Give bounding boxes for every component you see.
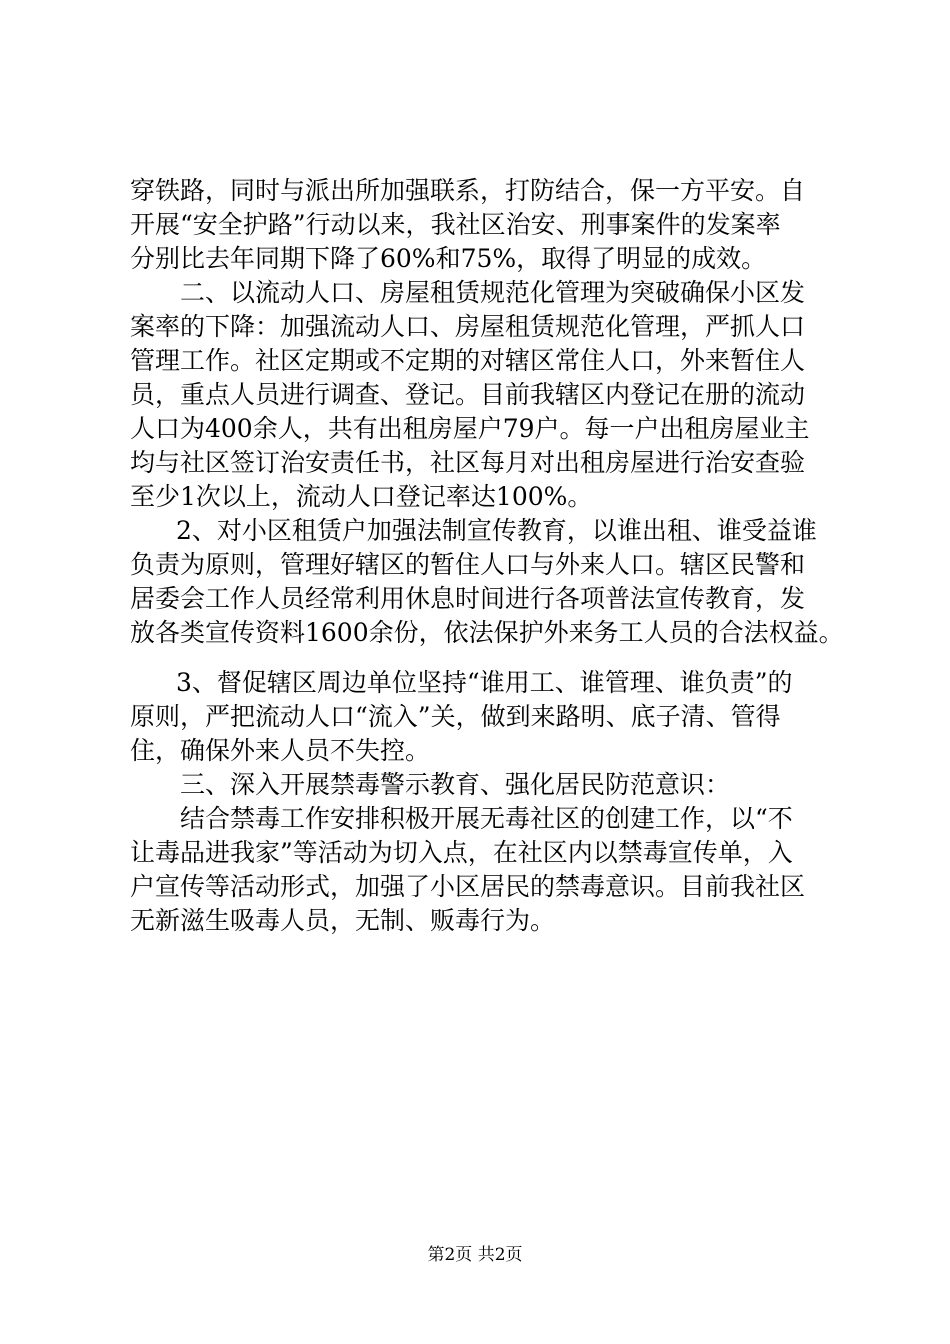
section-heading-3: 三、深入开展禁毒警示教育、强化居民防范意识： bbox=[180, 770, 731, 799]
text-line: 开展“安全护路”行动以来，我社区治安、刑事案件的发案率 bbox=[130, 210, 781, 239]
text-line: 人口为400余人，共有出租房屋户79户。每一户出租房屋业主 bbox=[130, 414, 810, 443]
text-line: 员，重点人员进行调查、登记。目前我辖区内登记在册的流动 bbox=[130, 380, 806, 409]
text-line: 无新滋生吸毒人员，无制、贩毒行为。 bbox=[130, 906, 556, 935]
text-line: 让毒品进我家”等活动为切入点，在社区内以禁毒宣传单，入 bbox=[130, 838, 793, 867]
paragraph-3: 3、督促辖区周边单位坚持“谁用工、谁管理、谁负责”的 bbox=[176, 668, 793, 697]
text-line: 居委会工作人员经常利用休息时间进行各项普法宣传教育，发 bbox=[130, 584, 806, 613]
text-line: 管理工作。社区定期或不定期的对辖区常住人口，外来暂住人 bbox=[130, 346, 806, 375]
text-line: 分别比去年同期下降了60%和75%，取得了明显的成效。 bbox=[130, 244, 767, 273]
text-line: 放各类宣传资料1600余份，依法保护外来务工人员的合法权益。 bbox=[130, 618, 844, 647]
text-line: 穿铁路，同时与派出所加强联系，打防结合，保一方平安。自 bbox=[130, 176, 806, 205]
text-line: 负责为原则，管理好辖区的暂住人口与外来人口。辖区民警和 bbox=[130, 550, 806, 579]
paragraph-2: 2、对小区租赁户加强法制宣传教育，以谁出租、谁受益谁 bbox=[176, 516, 817, 545]
text-line: 住，确保外来人员不失控。 bbox=[130, 736, 431, 765]
text-line: 案率的下降：加强流动人口、房屋租赁规范化管理，严抓人口 bbox=[130, 312, 806, 341]
text-line: 均与社区签订治安责任书，社区每月对出租房屋进行治安查验 bbox=[130, 448, 806, 477]
text-line: 原则，严把流动人口“流入”关，做到来路明、底子清、管得 bbox=[130, 702, 781, 731]
paragraph-drug-control: 结合禁毒工作安排积极开展无毒社区的创建工作，以“不 bbox=[180, 804, 793, 833]
section-heading-2: 二、以流动人口、房屋租赁规范化管理为突破确保小区发 bbox=[180, 278, 806, 307]
page-footer: 第2页 共2页 bbox=[427, 1245, 523, 1265]
text-line: 至少1次以上，流动人口登记率达100%。 bbox=[130, 482, 593, 511]
text-line: 户宣传等活动形式，加强了小区居民的禁毒意识。目前我社区 bbox=[130, 872, 806, 901]
